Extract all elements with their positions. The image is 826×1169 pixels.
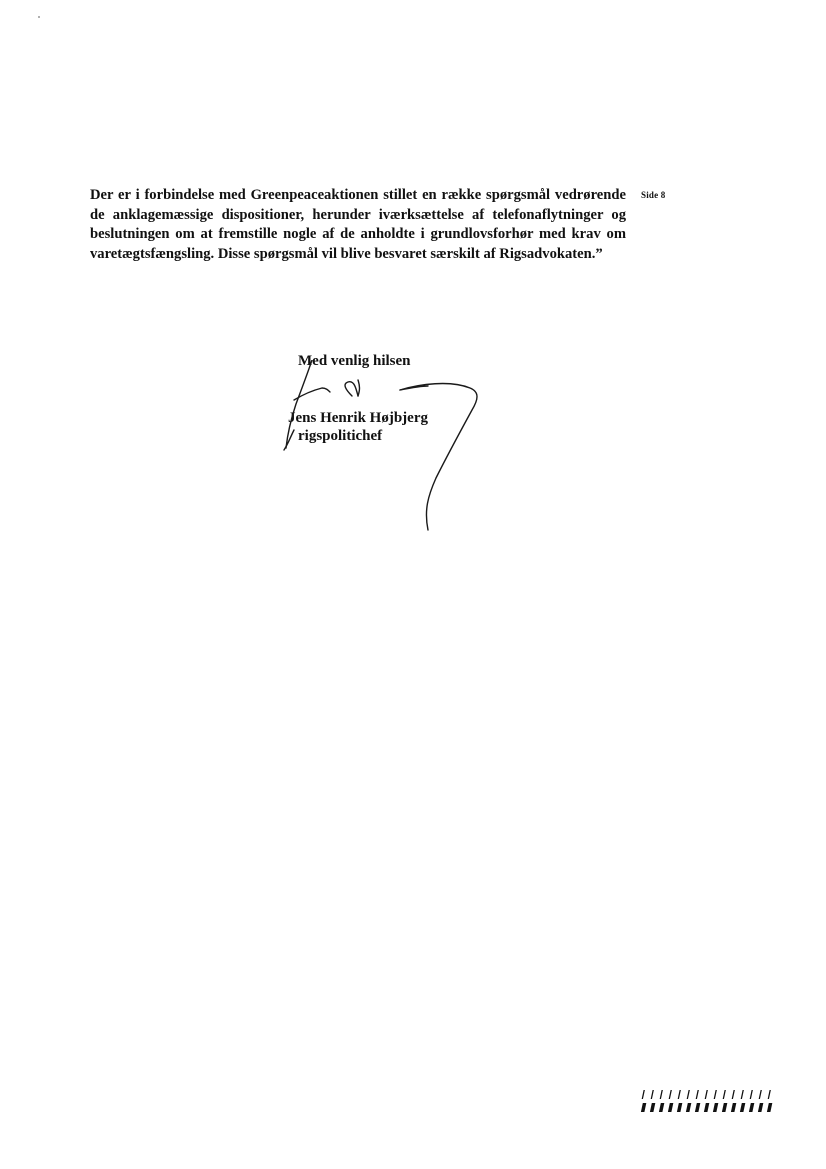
- barcode: [640, 1088, 776, 1116]
- scan-speck: [38, 16, 40, 18]
- page-number: Side 8: [641, 190, 666, 200]
- signer-name: Jens Henrik Højbjerg: [288, 410, 428, 426]
- closing-greeting: Med venlig hilsen: [298, 353, 411, 369]
- signer-title: rigspolitichef: [298, 428, 383, 444]
- handwritten-signature: [260, 360, 500, 540]
- letter-paragraph: Der er i forbindelse med Greenpeaceaktionen stillet en række spørgsmål vedrørende de anklagemæssige dispositioner, herunder iværksættelse af telefonaflytninger og beslutningen om at fremstille nogle af de anholdte i grundlovsforhør med krav om varetægtsfængsling. Disse spørgsmål vil blive besvaret særskilt af Rigsadvokaten.”: [90, 187, 626, 262]
